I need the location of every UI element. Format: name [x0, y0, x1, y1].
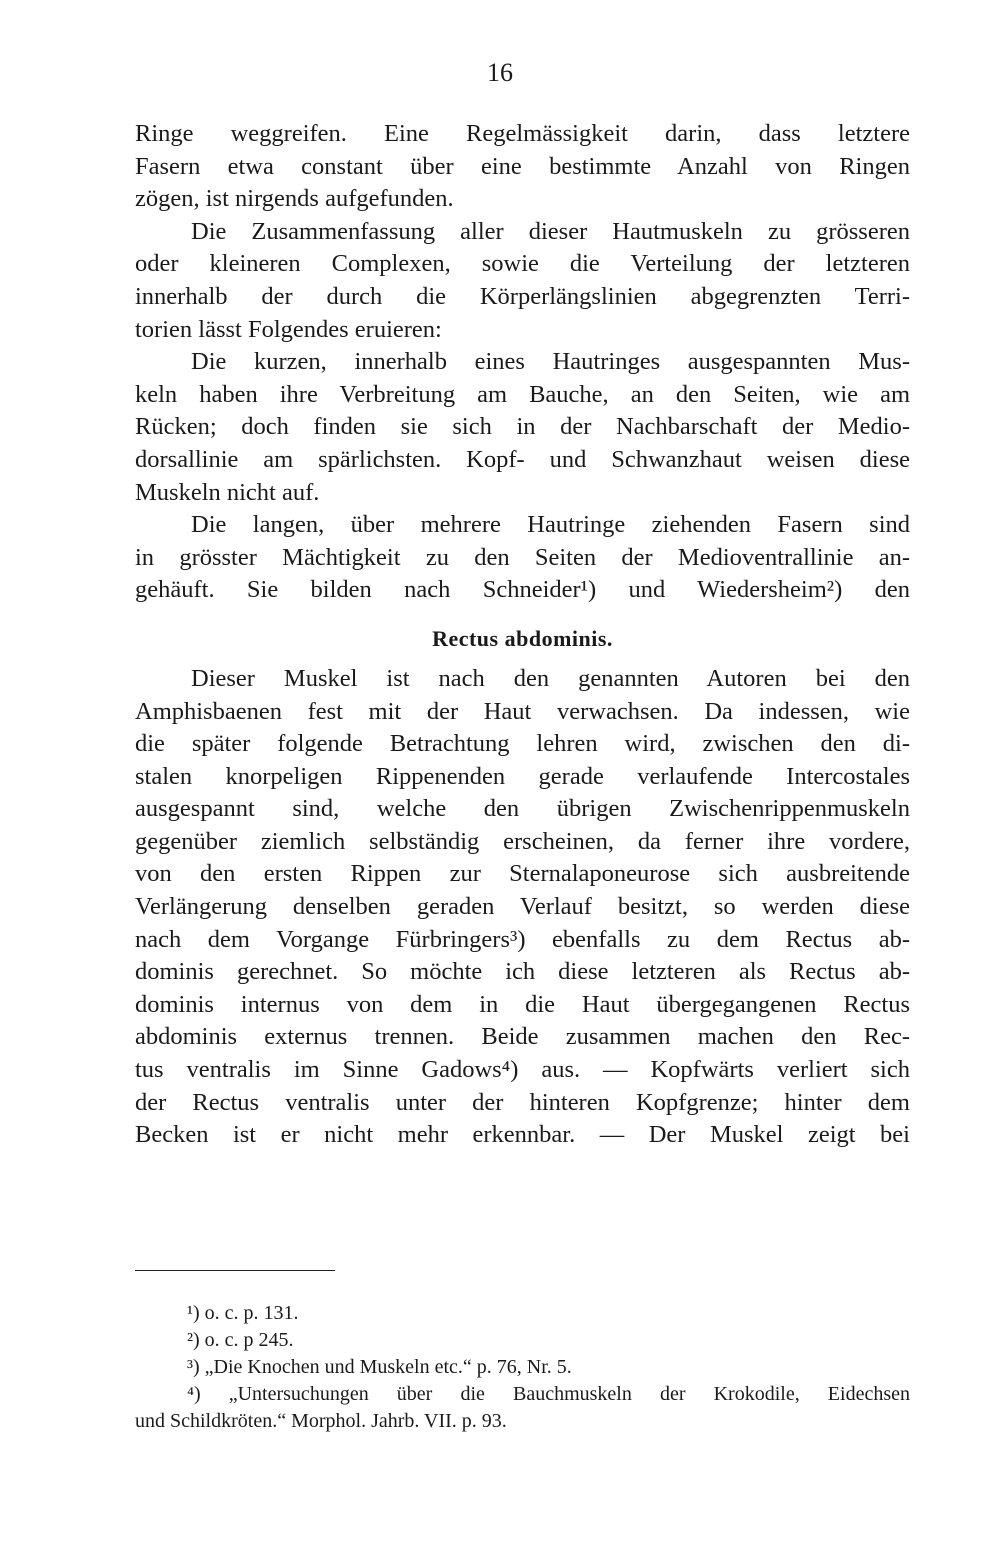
text-line: Verlängerung denselben geraden Verlauf besitzt, so werden diese: [135, 893, 910, 921]
footnote: ²) o. c. p 245.: [187, 1329, 294, 1351]
text-line: Die langen, über mehrere Hautringe ziehenden Fasern sind: [191, 511, 910, 539]
page-number: 16: [487, 58, 513, 87]
text-line: tus ventralis im Sinne Gadows⁴) aus. — Kopfwärts verliert sich: [135, 1056, 910, 1084]
text-line: keln haben ihre Verbreitung am Bauche, an den Seiten, wie am: [135, 380, 910, 408]
text-line: Die kurzen, innerhalb eines Hautringes ausgespannten Mus-: [191, 348, 910, 376]
footnotes: [135, 1300, 910, 1435]
footnote: ¹) o. c. p. 131.: [187, 1302, 299, 1324]
text-line: Muskeln nicht auf.: [135, 478, 320, 506]
text-line: gegenüber ziemlich selbständig erscheinen, da ferner ihre vordere,: [135, 827, 910, 855]
text-line: ausgespannt sind, welche den übrigen Zwischenrippenmuskeln: [135, 795, 910, 823]
text-line: gehäuft. Sie bilden nach Schneider¹) und Wiedersheim²) den: [135, 576, 910, 604]
text-line: dominis gerechnet. So möchte ich diese letzteren als Rectus ab-: [135, 958, 910, 986]
text-line: innerhalb der durch die Körperlängslinien abgegrenzten Terri-: [135, 282, 910, 310]
text-line: Amphisbaenen fest mit der Haut verwachsen. Da indessen, wie: [135, 697, 910, 725]
text-line: stalen knorpeligen Rippenenden gerade verlaufende Intercostales: [135, 762, 910, 790]
text-line: Fasern etwa constant über eine bestimmte Anzahl von Ringen: [135, 152, 910, 180]
text-line: Dieser Muskel ist nach den genannten Autoren bei den: [191, 664, 910, 692]
footnote: ⁴) „Untersuchungen über die Bauchmuskeln der Krokodile, Eidechsen: [187, 1383, 910, 1405]
text-line: nach dem Vorgange Fürbringers³) ebenfalls zu dem Rectus ab-: [135, 925, 910, 953]
footnote: ³) „Die Knochen und Muskeln etc.“ p. 76, Nr. 5.: [187, 1356, 572, 1378]
text-line: torien lässt Folgendes eruieren:: [135, 315, 442, 343]
text-line: abdominis externus trennen. Beide zusammen machen den Rec-: [135, 1023, 910, 1051]
text-line: Ringe weggreifen. Eine Regelmässigkeit darin, dass letztere: [135, 120, 910, 147]
section-heading: Rectus abdominis.: [432, 625, 613, 651]
text-line: von den ersten Rippen zur Sternalaponeurose sich ausbreitende: [135, 860, 910, 888]
text-line: dominis internus von dem in die Haut übergegangenen Rectus: [135, 990, 910, 1018]
text-line: Rücken; doch finden sie sich in der Nachbarschaft der Medio-: [135, 413, 910, 441]
text-line: Die Zusammenfassung aller dieser Hautmuskeln zu grösseren: [191, 217, 910, 245]
text-line: die später folgende Betrachtung lehren wird, zwischen den di-: [135, 730, 910, 758]
text-line: Becken ist er nicht mehr erkennbar. — Der Muskel zeigt bei: [135, 1121, 910, 1149]
footnote-continuation: und Schildkröten.“ Morphol. Jahrb. VII. p. 93.: [135, 1410, 507, 1432]
footnote-divider: [135, 1270, 335, 1271]
text-line: der Rectus ventralis unter der hinteren Kopfgrenze; hinter dem: [135, 1088, 910, 1116]
text-line: in grösster Mächtigkeit zu den Seiten der Medioventrallinie an-: [135, 543, 910, 571]
text-line: zögen, ist nirgends aufgefunden.: [135, 185, 454, 213]
text-line: oder kleineren Complexen, sowie die Verteilung der letzteren: [135, 250, 910, 278]
text-line: dorsallinie am spärlichsten. Kopf- und Schwanzhaut weisen diese: [135, 445, 910, 473]
body-text: [135, 118, 910, 1152]
